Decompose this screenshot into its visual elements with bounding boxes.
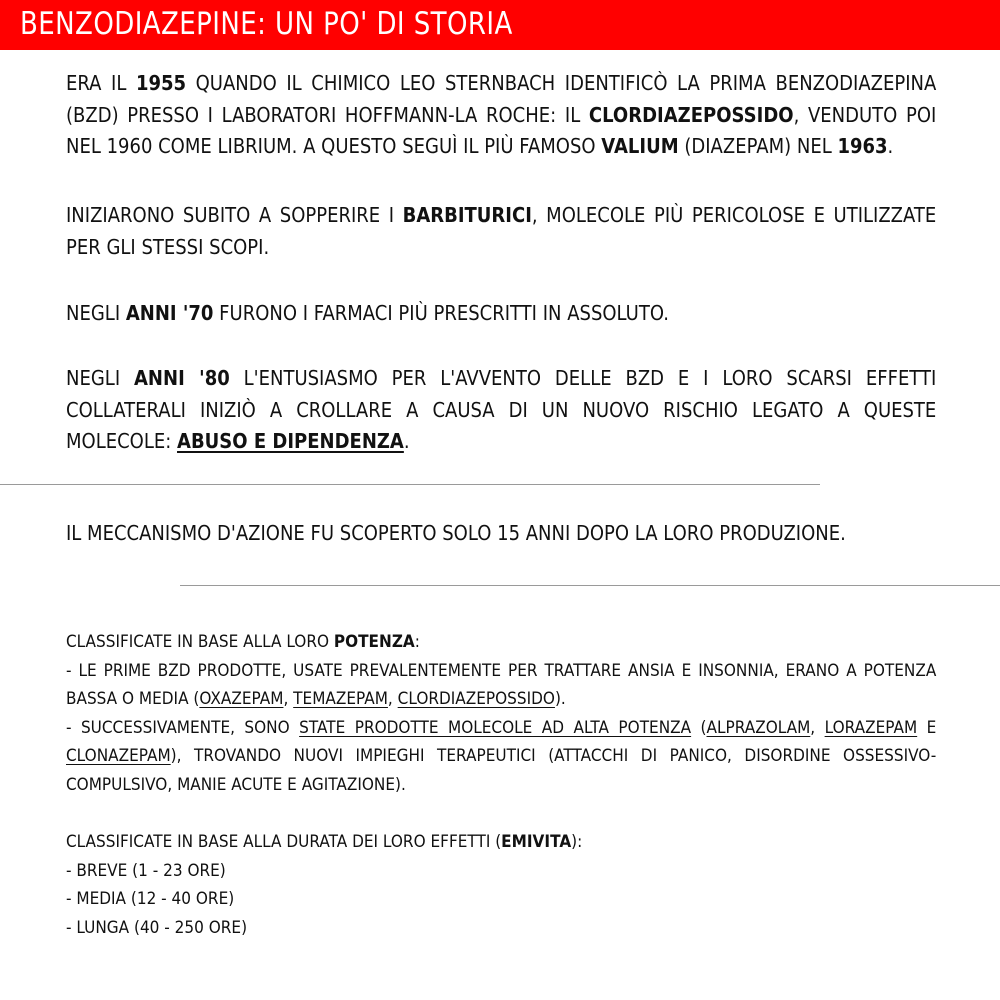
text: ). (554, 689, 566, 709)
halflife-item-short: - BREVE (1 - 23 ORE) (66, 860, 226, 881)
text: : (414, 632, 420, 652)
text: . (403, 429, 410, 453)
drug-temazepam: TEMAZEPAM (293, 689, 388, 709)
year-1963: 1963 (837, 134, 888, 158)
text: , MOLECOLE PIÙ PERICOLOSE E UTILIZZATE PER GLI STESSI SCOPI. (66, 203, 937, 259)
text: NEGLI (66, 366, 135, 390)
text: . (887, 134, 894, 158)
drug-oxazepam: OXAZEPAM (199, 689, 284, 709)
potency-item-high (66, 714, 936, 800)
text: (DIAZEPAM) NEL (678, 134, 838, 158)
text: INIZIARONO SUBITO A SOPPERIRE I (66, 203, 403, 227)
paragraph-mechanism: IL MECCANISMO D'AZIONE FU SCOPERTO SOLO 15 ANNI DOPO LA LORO PRODUZIONE. (66, 521, 846, 545)
drug-valium: VALIUM (601, 134, 679, 158)
page-title: BENZODIAZEPINE: UN PO' DI STORIA (20, 6, 513, 42)
sep: , (810, 717, 825, 738)
drug-clonazepam: CLONAZEPAM (66, 746, 171, 766)
barbiturici: BARBITURICI (402, 203, 532, 227)
text: E (917, 717, 937, 738)
paragraph-70s (66, 298, 936, 330)
text: CLASSIFICATE IN BASE ALLA DURATA DEI LORO EFFETTI ( (66, 832, 502, 852)
divider (180, 585, 1000, 586)
text: ): (571, 832, 583, 852)
text: FURONO I FARMACI PIÙ PRESCRITTI IN ASSOLUTO. (213, 301, 669, 325)
year-1955: 1955 (135, 71, 187, 95)
text: L'ENTUSIASMO PER L'AVVENTO DELLE BZD E I LORO SCARSI EFFETTI COLLATERALI INIZIÒ A CROLLARE A CAUSA DI UN NUOVO RISCHIO LEGATO A QUESTE MOLECOLE: (66, 366, 937, 453)
paragraph-barbiturates (66, 200, 936, 263)
drug-lorazepam: LORAZEPAM (824, 717, 918, 738)
abuso-dipendenza: ABUSO E DIPENDENZA (177, 429, 404, 453)
text: ERA IL (66, 71, 136, 95)
potency-item-low (66, 657, 936, 714)
sep: , (283, 689, 294, 709)
text: ( (691, 717, 707, 738)
potenza: POTENZA (333, 632, 415, 652)
text: NEGLI (66, 301, 126, 325)
drug-alprazolam: ALPRAZOLAM (706, 717, 811, 738)
text: - LE PRIME BZD PRODOTTE, USATE PREVALENTEMENTE PER TRATTARE ANSIA E INSONNIA, ERANO A POTENZA BASSA O MEDIA ( (66, 660, 937, 709)
drug-clordiazepossido: CLORDIAZEPOSSIDO (397, 689, 555, 709)
divider (0, 484, 820, 485)
text: CLASSIFICATE IN BASE ALLA LORO (66, 632, 334, 652)
drug-clordiazepossido: CLORDIAZEPOSSIDO (588, 102, 794, 127)
anni-70: ANNI '70 (125, 301, 214, 325)
paragraph-80s (66, 363, 936, 458)
paragraph-origins (66, 68, 936, 163)
potency-section (66, 628, 936, 799)
emivita: EMIVITA (501, 832, 572, 852)
text: QUANDO IL CHIMICO LEO STERNBACH IDENTIFICÒ LA PRIMA BENZODIAZEPINA (BZD) PRESSO I LABORATORI HOFFMANN-LA ROCHE: IL (66, 71, 937, 127)
halflife-section (66, 828, 936, 942)
anni-80: ANNI '80 (134, 366, 230, 390)
high-potency-phrase: STATE PRODOTTE MOLECOLE AD ALTA POTENZA (299, 717, 692, 738)
text: , VENDUTO POI NEL 1960 COME LIBRIUM. A QUESTO SEGUÌ IL PIÙ FAMOSO (66, 102, 937, 158)
sep: , (387, 689, 398, 709)
halflife-intro (66, 828, 936, 857)
potency-intro (66, 628, 936, 657)
halflife-item-long: - LUNGA (40 - 250 ORE) (66, 917, 248, 938)
halflife-item-medium: - MEDIA (12 - 40 ORE) (66, 889, 235, 909)
text: - SUCCESSIVAMENTE, SONO (66, 717, 300, 738)
title-banner (0, 0, 1000, 50)
text: ), TROVANDO NUOVI IMPIEGHI TERAPEUTICI (ATTACCHI DI PANICO, DISORDINE OSSESSIVO-COMPULSIVO, MANIE ACUTE E AGITAZIONE). (66, 746, 937, 795)
